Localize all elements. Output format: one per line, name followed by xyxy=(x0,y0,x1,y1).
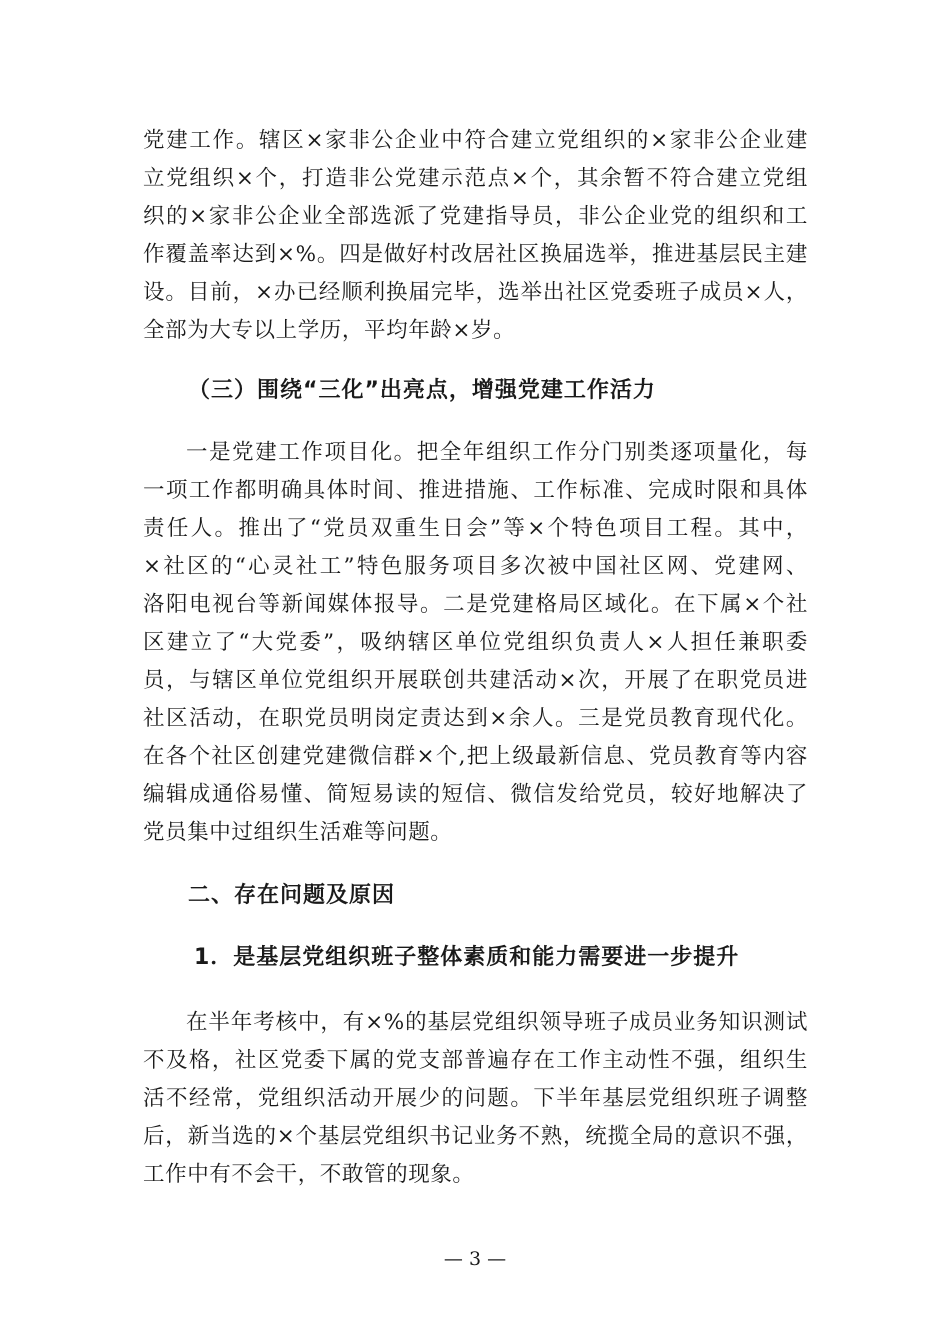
paragraph-line: 织的×家非公企业全部选派了党建指导员，非公企业党的组织和工 xyxy=(143,204,808,229)
paragraph-line: 责任人。推出了“党员双重生日会”等×个特色项目工程。其中， xyxy=(143,516,808,541)
paragraph-line: 编辑成通俗易懂、简短易读的短信、微信发给党员，较好地解决了 xyxy=(143,782,808,807)
paragraph-line: 党员集中过组织生活难等问题。 xyxy=(143,820,453,845)
paragraph-line: 后，新当选的×个基层党组织书记业务不熟，统揽全局的意识不强， xyxy=(143,1124,808,1149)
subsection-heading: （三）围绕“三化”出亮点，增强党建工作活力 xyxy=(188,378,656,403)
paragraph-line: 不及格，社区党委下属的党支部普遍存在工作主动性不强，组织生 xyxy=(143,1048,808,1073)
paragraph-line: 区建立了“大党委”，吸纳辖区单位党组织负责人×人担任兼职委 xyxy=(143,630,808,655)
item-heading: 1．是基层党组织班子整体素质和能力需要进一步提升 xyxy=(194,945,740,970)
paragraph-line: ×社区的“心灵社工”特色服务项目多次被中国社区网、党建网、 xyxy=(143,554,808,579)
paragraph-line: 在半年考核中，有×%的基层党组织领导班子成员业务知识测试 xyxy=(186,1010,808,1035)
paragraph-line: 党建工作。辖区×家非公企业中符合建立党组织的×家非公企业建 xyxy=(143,128,808,153)
paragraph-line: 一项工作都明确具体时间、推进措施、工作标准、完成时限和具体 xyxy=(143,478,808,503)
paragraph-line: 员，与辖区单位党组织开展联创共建活动×次，开展了在职党员进 xyxy=(143,668,808,693)
paragraph-line: 社区活动，在职党员明岗定责达到×余人。三是党员教育现代化。 xyxy=(143,706,808,731)
paragraph-line: 作覆盖率达到×%。四是做好村改居社区换届选举，推进基层民主建 xyxy=(143,242,808,267)
paragraph-line: 工作中有不会干，不敢管的现象。 xyxy=(143,1162,475,1187)
paragraph-line: 一是党建工作项目化。把全年组织工作分门别类逐项量化，每 xyxy=(186,440,808,465)
paragraph-line: 在各个社区创建党建微信群×个,把上级最新信息、党员教育等内容 xyxy=(143,744,808,769)
paragraph-line: 设。目前，×办已经顺利换届完毕，选举出社区党委班子成员×人， xyxy=(143,280,808,305)
paragraph-line: 活不经常，党组织活动开展少的问题。下半年基层党组织班子调整 xyxy=(143,1086,808,1111)
section-heading: 二、存在问题及原因 xyxy=(188,883,396,908)
page-number: — 3 — xyxy=(443,1248,507,1270)
paragraph-line: 全部为大专以上学历，平均年龄×岁。 xyxy=(143,318,516,343)
paragraph-line: 立党组织×个，打造非公党建示范点×个，其余暂不符合建立党组 xyxy=(143,166,808,191)
paragraph-line: 洛阳电视台等新闻媒体报导。二是党建格局区域化。在下属×个社 xyxy=(143,592,808,617)
